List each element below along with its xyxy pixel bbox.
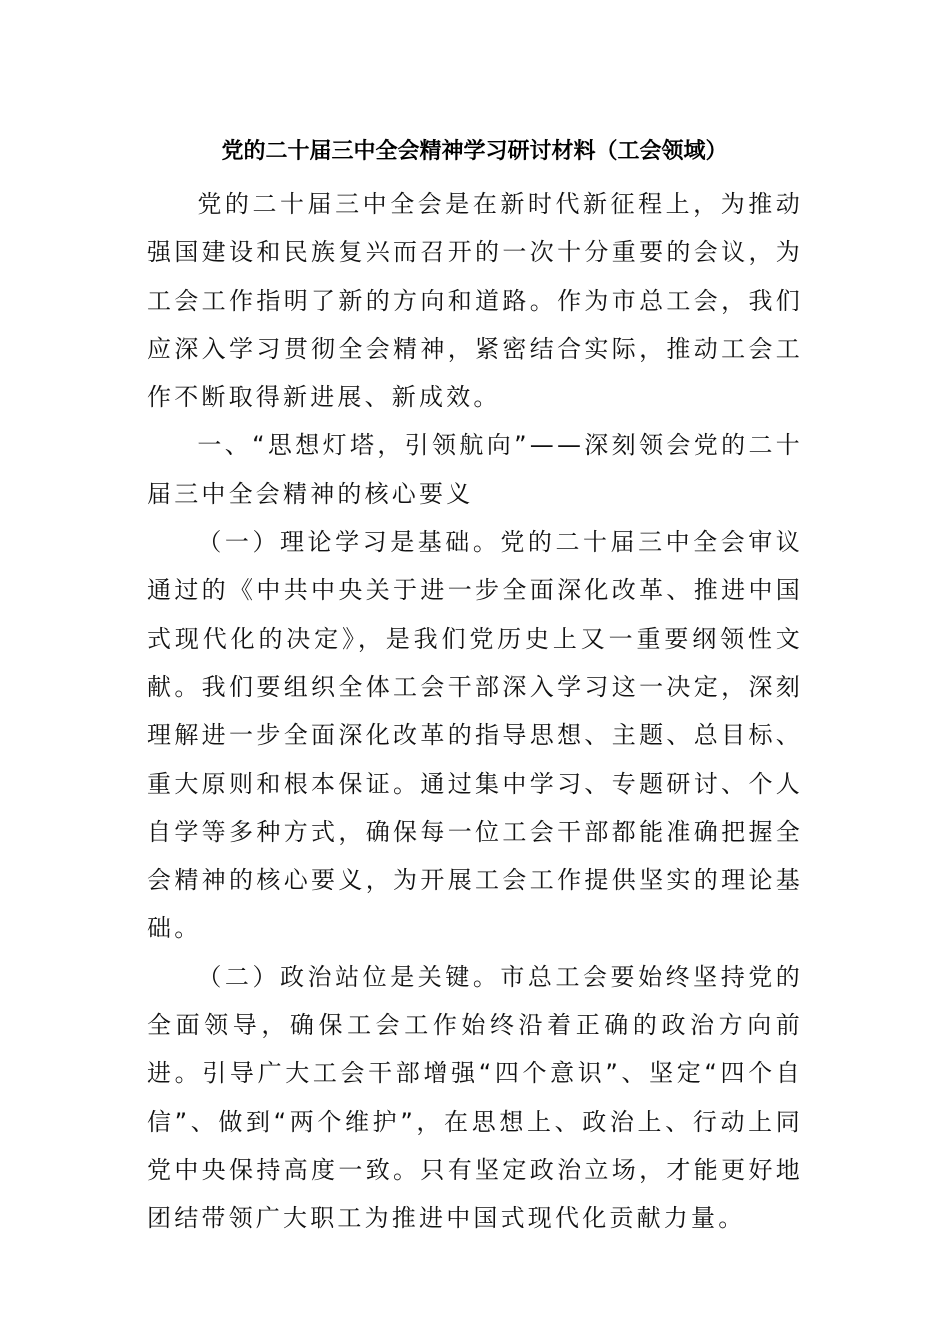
paragraph-intro: 党的二十届三中全会是在新时代新征程上，为推动强国建设和民族复兴而召开的一次十分重要的会议，为工会工作指明了新的方向和道路。作为市总工会，我们应深入学习贯彻全会精神，紧密结合实际，推动工会工作不断取得新进展、新成效。 [147, 190, 803, 412]
paragraph-political-stance: （二）政治站位是关键。市总工会要始终坚持党的全面领导，确保工会工作始终沿着正确的政治方向前进。引导广大工会干部增强“四个意识”、坚定“四个自信”、做到“两个维护”，在思想上、政治上、行动上同党中央保持高度一致。只有坚定政治立场，才能更好地团结带领广大职工为推进中国式现代化贡献力量。 [147, 962, 803, 1233]
document-body [147, 180, 803, 1243]
document-title: 党的二十届三中全会精神学习研讨材料（工会领域） [221, 138, 728, 164]
section-heading-1: 一、“思想灯塔，引领航向”——深刻领会党的二十届三中全会精神的核心要义 [147, 431, 803, 508]
paragraph-theory-study: （一）理论学习是基础。党的二十届三中全会审议通过的《中共中央关于进一步全面深化改革、推进中国式现代化的决定》，是我们党历史上又一重要纲领性文献。我们要组织全体工会干部深入学习这一决定，深刻理解进一步全面深化改革的指导思想、主题、总目标、重大原则和根本保证。通过集中学习、专题研讨、个人自学等多种方式，确保每一位工会干部都能准确把握全会精神的核心要义，为开展工会工作提供坚实的理论基础。 [147, 528, 803, 943]
